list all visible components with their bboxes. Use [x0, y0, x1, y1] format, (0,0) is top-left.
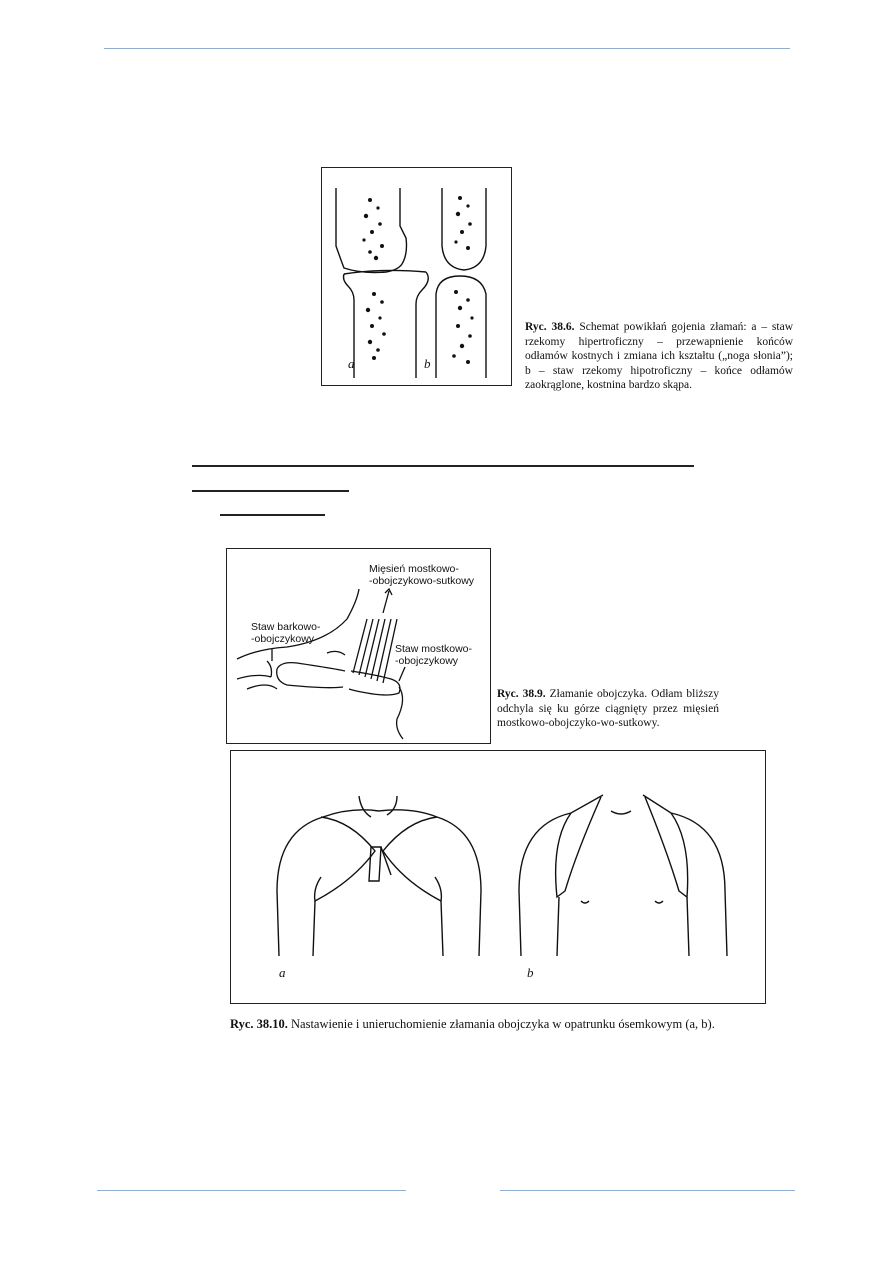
figure-eight-bandage-illustration: [231, 751, 765, 1003]
figure-38-10-caption-text: Nastawienie i unieruchomienie złamania obojczyka w opatrunku ósemkowym (a, b).: [291, 1017, 715, 1031]
figure-38-9-caption-text: Złamanie obojczyka. Odłam bliższy odchyla się ku górze ciągnięty przez mięsień mostkowo-obojczyko-wo-sutkowy.: [497, 688, 719, 729]
figure-38-10-image: [230, 750, 766, 1004]
figure-38-10-caption: [230, 1016, 766, 1032]
figure-38-9-image: [226, 548, 491, 744]
figure-38-10-caption-number: Ryc. 38.10.: [230, 1017, 288, 1031]
figure-38-6-caption-text: Schemat powikłań gojenia złamań: a – staw rzekomy hipertroficzny – przewapnienie końców odłamów kostnych i zmiana ich kształtu („noga słonia”); b – staw rzekomy hipotroficzny – końce odłamów zaokrąglone, kostnina bardzo skąpa.: [525, 321, 793, 391]
figure-38-6-caption: [525, 320, 793, 393]
figure-38-6-image: [321, 167, 512, 386]
heading-underline-2: [192, 490, 349, 492]
figure-38-6-label-b: b: [424, 356, 431, 371]
heading-underline-1: [192, 465, 694, 467]
bone-fracture-illustration: [322, 168, 512, 386]
figure-38-9-caption: [497, 687, 719, 731]
label-sternoclavicular-joint: Staw mostkowo- -obojczykowy: [395, 643, 473, 667]
figure-38-10-label-b: b: [527, 965, 534, 980]
footer-rule-left: [97, 1190, 406, 1191]
figure-38-10-label-a: a: [279, 965, 286, 980]
callus-speckles: [362, 196, 473, 364]
figure-38-9-caption-number: Ryc. 38.9.: [497, 688, 546, 700]
heading-underline-3: [220, 514, 325, 516]
label-sternocleidomastoid: Mięsień mostkowo- -obojczykowo-sutkowy: [369, 563, 475, 587]
label-acromioclavicular-joint: Staw barkowo- -obojczykowy: [251, 621, 321, 645]
figure-38-6-caption-number: Ryc. 38.6.: [525, 321, 575, 333]
figure-38-6-label-a: a: [348, 356, 355, 371]
footer-rule-right: [500, 1190, 795, 1191]
header-rule: [104, 48, 790, 49]
